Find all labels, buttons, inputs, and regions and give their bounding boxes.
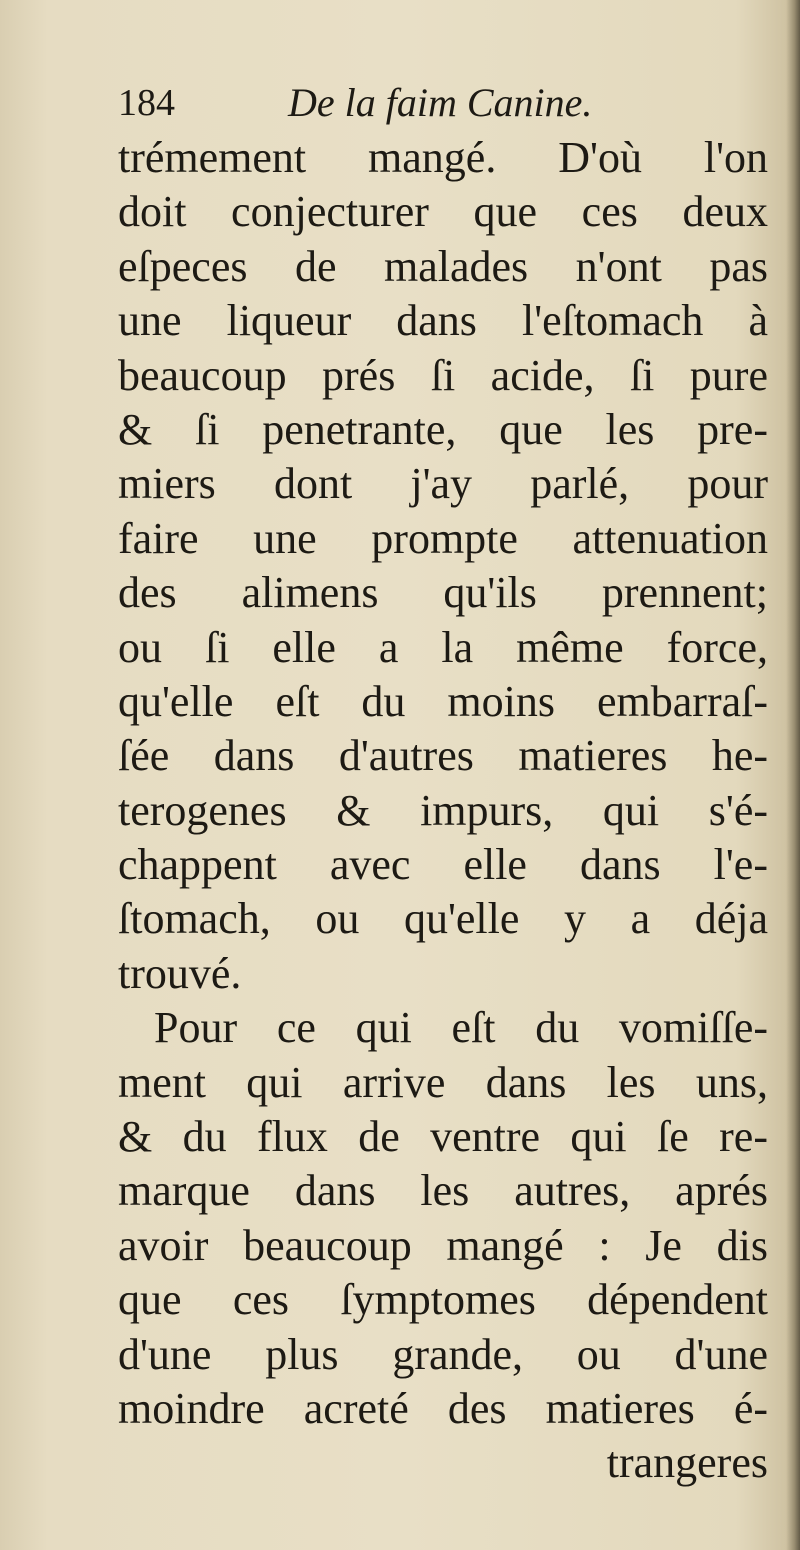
page-number: 184 (118, 82, 175, 124)
text-line: terogenes & impurs, qui s'é- (118, 785, 768, 835)
text-line: ſée dans d'autres matieres he- (118, 731, 768, 781)
text-line: avoir beaucoup mangé : Je dis (118, 1220, 768, 1270)
text-line: des alimens qu'ils prennent; (118, 568, 768, 618)
text-line: chappent avec elle dans l'e- (118, 840, 768, 890)
text-line: ſtomach, ou qu'elle y a déja (118, 894, 768, 944)
paragraph-start-line: Pour ce qui eſt du vomiſſe- (154, 1003, 768, 1053)
text-line: ment qui arrive dans les uns, (118, 1057, 768, 1107)
text-line: faire une prompte attenuation (118, 513, 768, 563)
text-line: beaucoup prés ſi acide, ſi pure (118, 350, 768, 400)
text-line: miers dont j'ay parlé, pour (118, 459, 768, 509)
text-line: moindre acreté des matieres é- (118, 1383, 768, 1433)
text-line: trémement mangé. D'où l'on (118, 133, 768, 182)
text-line: marque dans les autres, aprés (118, 1166, 768, 1216)
catchword: trangeres (606, 1438, 768, 1488)
text-line: une liqueur dans l'eſtomach à (118, 296, 768, 346)
text-line: eſpeces de malades n'ont pas (118, 241, 768, 291)
paragraph-end-line: trouvé. (118, 948, 242, 998)
text-line: que ces ſymptomes dépendent (118, 1275, 768, 1325)
page-header (118, 78, 758, 128)
body-text (118, 131, 768, 1491)
text-line: ou ſi elle a la même force, (118, 622, 768, 672)
text-line: qu'elle eſt du moins embarraſ- (118, 676, 768, 726)
text-line: doit conjecturer que ces deux (118, 187, 768, 237)
text-line: & ſi penetrante, que les pre- (118, 404, 768, 454)
page-binding-edge (786, 0, 800, 1550)
text-line: & du flux de ventre qui ſe re- (118, 1112, 768, 1162)
text-line: d'une plus grande, ou d'une (118, 1329, 768, 1379)
running-title: De la faim Canine. (288, 80, 593, 125)
